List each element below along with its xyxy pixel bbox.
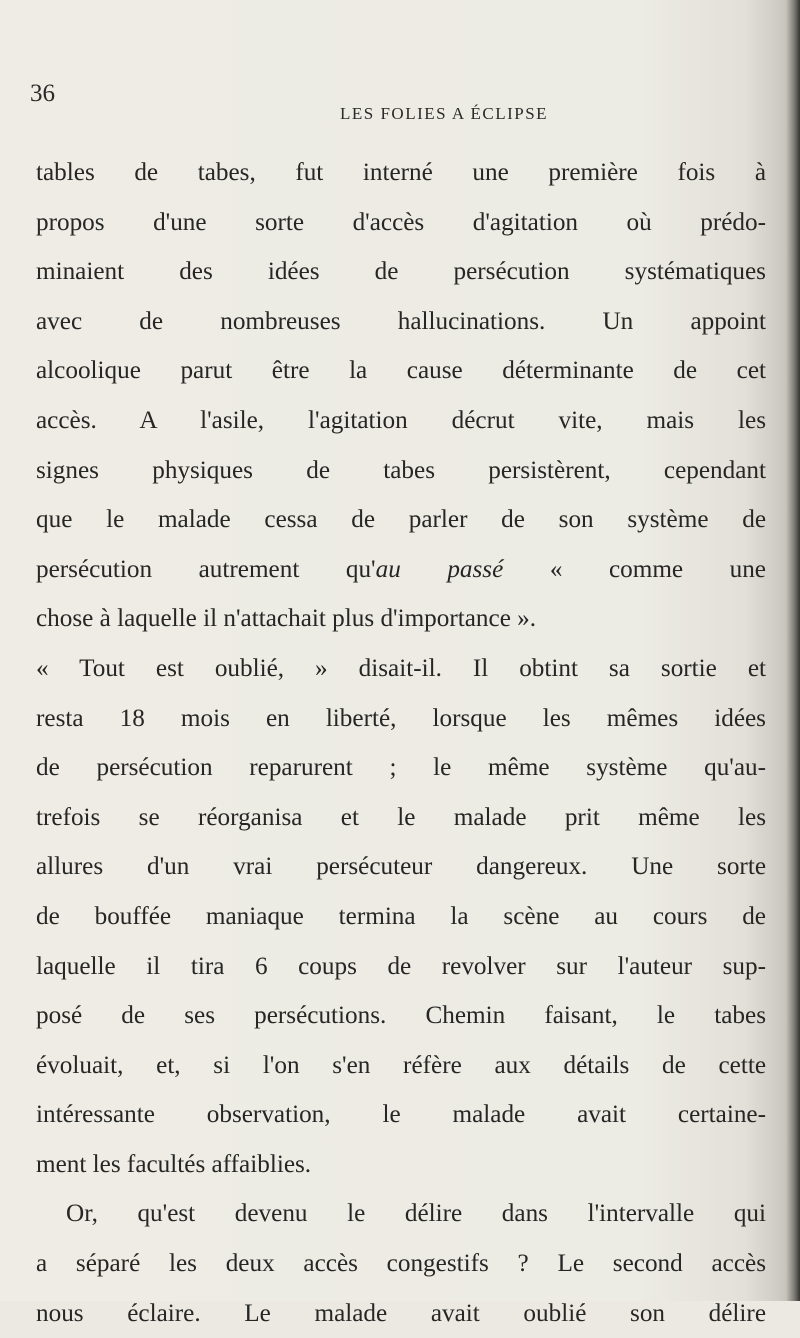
text-line: accès. A l'asile, l'agitation décrut vite, mais les <box>36 406 766 434</box>
text-line: de bouffée maniaque termina la scène au cours de <box>36 902 766 930</box>
page-edge-shadow <box>786 0 800 1301</box>
running-title: LES FOLIES A ÉCLIPSE <box>340 104 549 123</box>
text-line: minaient des idées de persécution systématiques <box>36 258 766 286</box>
text-line: « Tout est oublié, » disait-il. Il obtint sa sortie et <box>36 654 766 682</box>
text-line: posé de ses persécutions. Chemin faisant, le tabes <box>36 1002 766 1030</box>
text-run: « comme une <box>503 555 766 583</box>
text-line: ment les facultés affaiblies. <box>36 1150 312 1178</box>
text-line: nous éclaire. Le malade avait oublié son délire <box>36 1299 766 1327</box>
text-line: de persécution reparurent ; le même système qu'au- <box>36 754 766 782</box>
text-line: signes physiques de tabes persistèrent, cependant <box>36 456 766 484</box>
text-line: intéressante observation, le malade avait certaine- <box>36 1101 766 1129</box>
text-line: chose à laquelle il n'attachait plus d'importance ». <box>36 605 537 633</box>
text-line: a séparé les deux accès congestifs ? Le second accès <box>36 1250 766 1278</box>
text-line: que le malade cessa de parler de son système de <box>36 506 766 534</box>
text-line: resta 18 mois en liberté, lorsque les mêmes idées <box>36 704 766 732</box>
text-line: trefois se réorganisa et le malade prit même les <box>36 803 766 831</box>
text-run: persécution autrement qu' <box>36 555 376 583</box>
text-line: Or, qu'est devenu le délire dans l'intervalle qui <box>66 1200 766 1228</box>
page-number: 36 <box>30 80 55 107</box>
text-line: avec de nombreuses hallucinations. Un appoint <box>36 307 766 335</box>
text-line: allures d'un vrai persécuteur dangereux. Une sorte <box>36 853 766 881</box>
text-line: évoluait, et, si l'on s'en réfère aux détails de cette <box>36 1051 766 1079</box>
text-line: tables de tabes, fut interné une première fois à <box>36 159 766 186</box>
text-line: propos d'une sorte d'accès d'agitation où prédo- <box>36 208 766 236</box>
text-line-mixed <box>36 545 766 595</box>
text-line: laquelle il tira 6 coups de revolver sur l'auteur sup- <box>36 952 766 980</box>
italic-phrase: au passé <box>375 555 504 583</box>
body-text <box>36 148 766 1338</box>
text-line: alcoolique parut être la cause déterminante de cet <box>36 357 766 385</box>
